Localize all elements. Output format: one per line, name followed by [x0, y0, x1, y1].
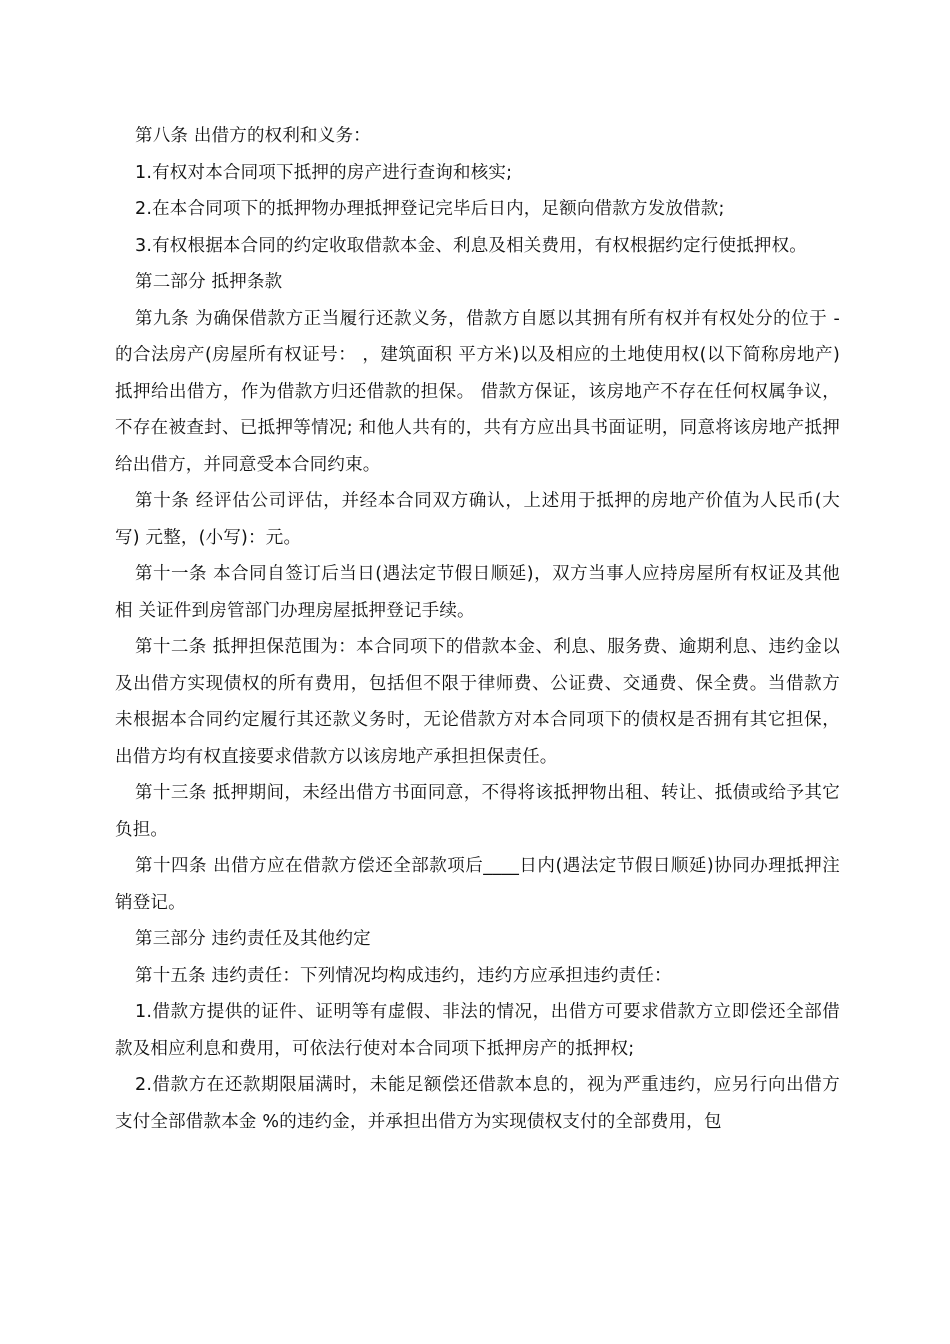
- clause-14: 第十四条 出借方应在借款方偿还全部款项后____日内(遇法定节假日顺延)协同办理抵押注销登记。: [115, 856, 840, 913]
- part-2-heading: 第二部分 抵押条款: [135, 272, 283, 292]
- clause-15-item-2: 2.借款方在还款期限届满时，未能足额偿还借款本息的，视为严重违约，应另行向出借方支付全部借款本金 %的违约金，并承担出借方为实现债权支付的全部费用，包: [115, 1075, 840, 1132]
- clause-8-heading: 第八条 出借方的权利和义务：: [135, 126, 371, 146]
- clause-8-item-3: 3.有权根据本合同的约定收取借款本金、利息及相关费用，有权根据约定行使抵押权。: [135, 235, 807, 256]
- clause-11: 第十一条 本合同自签订后当日(遇法定节假日顺延)，双方当事人应持房屋所有权证及其他相 关证件到房管部门办理房屋抵押登记手续。: [115, 564, 840, 621]
- clause-8-item-1: 1.有权对本合同项下抵押的房产进行查询和核实;: [135, 162, 513, 183]
- clause-9: 第九条 为确保借款方正当履行还款义务，借款方自愿以其拥有所有权并有权处分的位于 -的合法房产(房屋所有权证号： ，建筑面积 平方米)以及相应的土地使用权(以下简称房地产)抵押给出借方，作为借款方归还借款的担保。 借款方保证，该房地产不存在任何权属争议，不存在被查封、已抵押等情况; 和他人共有的，共有方应出具书面证明，同意将该房地产抵押给出借方，并同意受本合同约束。: [115, 308, 840, 475]
- clause-8-item-2: 2.在本合同项下的抵押物办理抵押登记完毕后日内，足额向借款方发放借款;: [135, 199, 725, 219]
- clause-12: 第十二条 抵押担保范围为：本合同项下的借款本金、利息、服务费、逾期利息、违约金以及出借方实现债权的所有费用，包括但不限于律师费、公证费、交通费、保全费。当借款方未根据本合同约定履行其还款义务时，无论借款方对本合同项下的债权是否拥有其它担保，出借方均有权直接要求借款方以该房地产承担担保责任。: [115, 637, 840, 767]
- clause-13: 第十三条 抵押期间，未经出借方书面同意，不得将该抵押物出租、转让、抵债或给予其它负担。: [115, 783, 840, 840]
- clause-15-heading: 第十五条 违约责任：下列情况均构成违约，违约方应承担违约责任：: [135, 965, 672, 986]
- clause-10: 第十条 经评估公司评估，并经本合同双方确认，上述用于抵押的房地产价值为人民币(大写) 元整，(小写)：元。: [115, 491, 840, 548]
- clause-15-item-1: 1.借款方提供的证件、证明等有虚假、非法的情况，出借方可要求借款方立即偿还全部借款及相应利息和费用，可依法行使对本合同项下抵押房产的抵押权;: [115, 1002, 840, 1059]
- part-3-heading: 第三部分 违约责任及其他约定: [135, 929, 371, 949]
- document-page: [115, 118, 840, 1140]
